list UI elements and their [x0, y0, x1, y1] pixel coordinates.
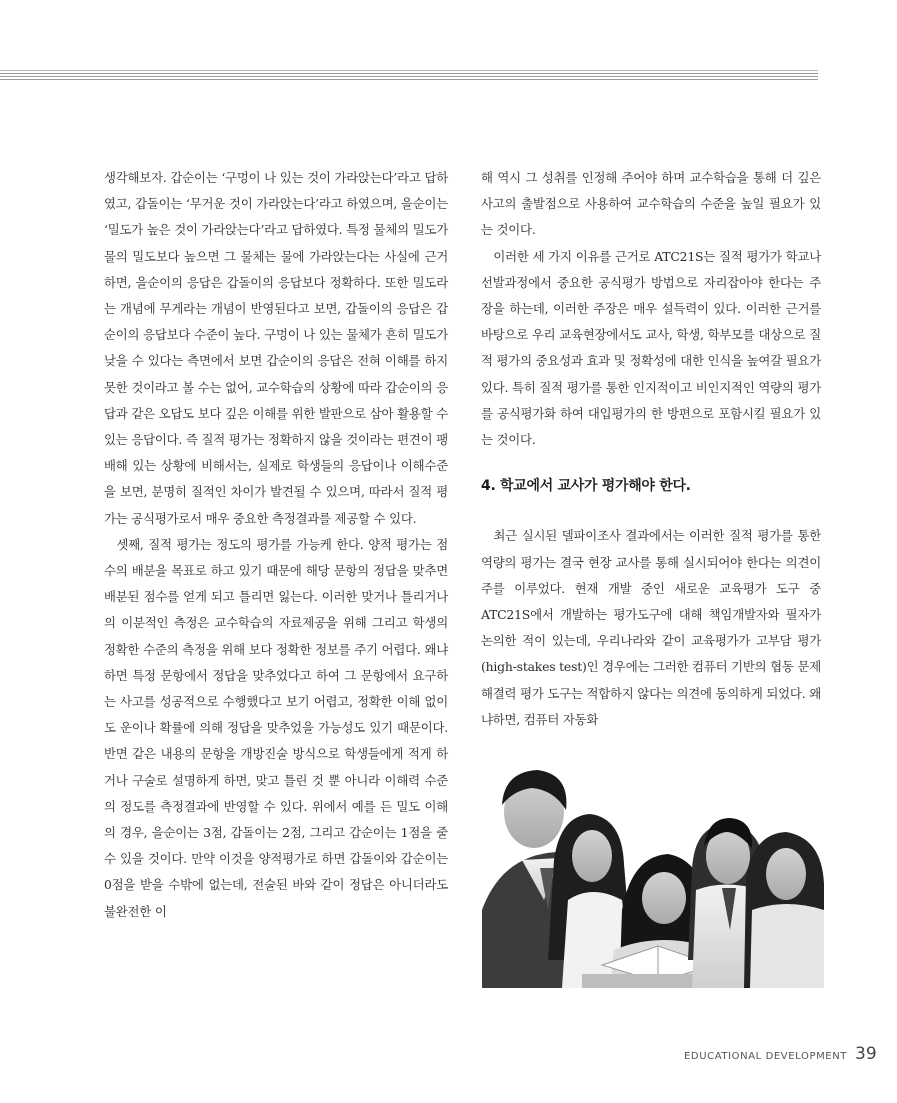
page-number: 39 — [855, 1044, 877, 1064]
left-column — [104, 165, 448, 925]
header-rule-lines — [0, 70, 818, 82]
body-paragraph: 셋째, 질적 평가는 정도의 평가를 가능케 한다. 양적 평가는 점수의 배분을 목표로 하고 있기 때문에 해당 문항의 정답을 맞추면 배분된 점수를 얻게 되고 틀리면 잃는다. 이러한 맞거나 틀리거나의 이분적인 측정은 교수학습의 자료제공을 위해 그리고 학생의 정확한 수준의 측정을 위해 보다 정확한 정보를 주기 어렵다. 왜냐하면 특정 문항에서 정답을 맞추었다고 하여 그 문항에서 요구하는 사고를 성공적으로 수행했다고 보기 어렵고, 정확한 이해 없이도 운이나 확률에 의해 정답을 맞추었을 가능성도 있기 때문이다. 반면 같은 내용의 문항을 개방진술 방식으로 학생들에게 적게 하거나 구술로 설명하게 하면, 맞고 틀린 것 뿐 아니라 이해력 수준의 정도를 측정결과에 반영할 수 있다. 위에서 예를 든 밀도 이해의 경우, 을순이는 3점, 갑돌이는 2점, 그리고 갑순이는 1점을 줄 수 있을 것이다. 만약 이것을 양적평가로 하면 갑돌이와 갑순이는 0점을 받을 수밖에 없는데, 전술된 바와 같이 정답은 아니더라도 불완전한 이 — [104, 536, 448, 919]
body-paragraph: 해 역시 그 성취를 인정해 주어야 하며 교수학습을 통해 더 깊은 사고의 출발점으로 사용하여 교수학습의 수준을 높일 필요가 있는 것이다. — [481, 170, 821, 238]
body-paragraph: 최근 실시된 델파이조사 결과에서는 이러한 질적 평가를 통한 역량의 평가는 결국 현장 교사를 통해 실시되어야 한다는 의견이 주를 이루었다. 현재 개발 중인 새로운 교육평가 도구 중 ATC21S에서 개발하는 평가도구에 대해 책임개발자와 필자가 논의한 적이 있는데, 우리나라와 같이 교육평가가 고부담 평가(high-stakes test)인 경우에는 그러한 컴퓨터 기반의 협동 문제해결력 평가 도구는 적합하지 않다는 의견에 동의하게 되었다. 왜냐하면, 컴퓨터 자동화 — [481, 528, 821, 727]
page-footer — [684, 1044, 877, 1064]
footer-journal-label: EDUCATIONAL DEVELOPMENT — [684, 1051, 848, 1062]
section-heading: 4. 학교에서 교사가 평가해야 한다. — [481, 478, 691, 495]
body-paragraph: 생각해보자. 갑순이는 ‘구멍이 나 있는 것이 가라앉는다’라고 답하였고, 갑돌이는 ‘무거운 것이 가라앉는다’라고 하였으며, 을순이는 ‘밀도가 높은 것이 가라앉는다’라고 답하였다. 특정 물체의 밀도가 물의 밀도보다 높으면 그 물체는 물에 가라앉는다는 사실에 근거하면, 을순이의 응답은 갑돌이의 응답보다 정확하다. 또한 밀도라는 개념에 무게라는 개념이 반영된다고 보면, 갑돌이의 응답은 갑순이의 응답보다 수준이 높다. 구멍이 나 있는 물체가 흔히 밀도가 낮을 수 있다는 측면에서 보면 갑순이의 응답은 전혀 이해를 하지 못한 것이라고 볼 수는 없어, 교수학습의 상황에 따라 갑순이의 응답과 같은 오답도 보다 깊은 이해를 위한 발판으로 삼아 활용할 수 있는 응답이다. 즉 질적 평가는 정확하지 않을 것이라는 편견이 팽배해 있는 상황에 비해서는, 실제로 학생들의 응답이나 이해수준을 보면, 분명히 질적인 차이가 발견될 수 있으며, 따라서 질적 평가는 공식평가로서 매우 중요한 측정결과를 제공할 수 있다. — [104, 170, 448, 526]
body-paragraph: 이러한 세 가지 이유를 근거로 ATC21S는 질적 평가가 학교나 선발과정에서 중요한 공식평가 방법으로 자리잡아야 한다는 주장을 하는데, 이러한 주장은 매우 설득력이 있다. 이러한 근거를 바탕으로 우리 교육현장에서도 교사, 학생, 학부모를 대상으로 질적 평가의 중요성과 효과 및 정확성에 대한 인식을 높여갈 필요가 있다. 특히 질적 평가를 통한 인지적이고 비인지적인 역량의 평가를 공식평가화 하여 대입평가의 한 방편으로 포함시킬 필요가 있는 것이다. — [481, 248, 821, 448]
right-column — [481, 165, 821, 733]
students-studying-photo — [482, 760, 824, 988]
